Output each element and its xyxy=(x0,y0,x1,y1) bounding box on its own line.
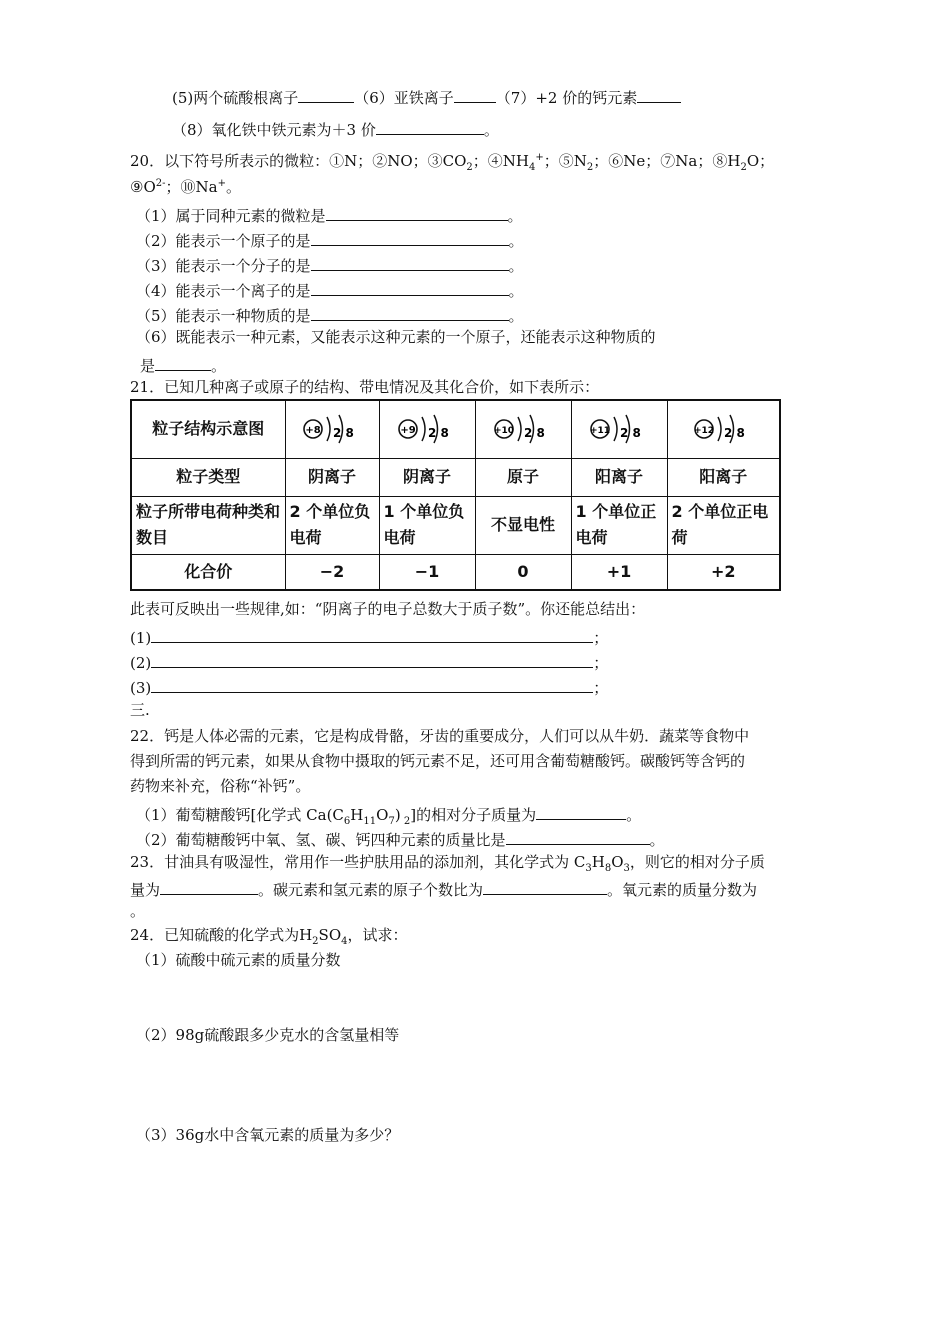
q22-text: O xyxy=(376,806,389,824)
shell-electrons: 2 8 xyxy=(333,426,354,441)
semicolon: ； xyxy=(593,654,609,672)
q20-item-2 xyxy=(136,231,524,249)
q22-text: ) xyxy=(394,806,401,824)
q23-text: 。氧元素的质量分数为 xyxy=(607,881,758,899)
sub-2: 2 xyxy=(466,162,473,173)
sub-4: 4 xyxy=(341,936,348,947)
shell-electrons: 2 8 xyxy=(620,426,641,441)
answer-label: (1) xyxy=(130,629,152,647)
q21-answer-3 xyxy=(130,678,608,696)
atom-diagram xyxy=(571,400,667,458)
q24-text: ，试求： xyxy=(347,926,408,944)
q20-item-text: （3）能表示一个分子的是 xyxy=(136,257,311,275)
row-header-valence: 化合价 xyxy=(131,554,285,590)
q20-item-text: （4）能表示一个离子的是 xyxy=(136,282,311,300)
period: 。 xyxy=(508,257,524,275)
q19-period: 。 xyxy=(483,121,499,139)
particle-charge: 2 个单位负电荷 xyxy=(285,496,379,554)
q24-item-2: （2）98g硫酸跟多少克水的含氢量相等 xyxy=(136,1026,400,1044)
particle-charge: 不显电性 xyxy=(475,496,571,554)
answer-label: (3) xyxy=(130,679,152,697)
sub-7: 7 xyxy=(388,816,395,827)
q19-line-1 xyxy=(172,88,681,106)
q23-text: 23．甘油具有吸湿性，常用作一些护肤用品的添加剂，其化学式为 C xyxy=(130,853,586,871)
particle-type: 阴离子 xyxy=(379,458,475,496)
sub-2: 2 xyxy=(740,162,747,173)
q20-item-5 xyxy=(136,306,524,324)
q23-text: 。碳元素和氢元素的原子个数比为 xyxy=(258,881,484,899)
q22-item-1 xyxy=(136,805,642,827)
q19-item8: （8）氧化铁中铁元素为＋3 价 xyxy=(172,121,376,139)
q21-answer-1 xyxy=(130,628,608,646)
q24-item-1: （1）硫酸中硫元素的质量分数 xyxy=(136,951,341,969)
particle-charge: 2 个单位正电荷 xyxy=(667,496,780,554)
period: 。 xyxy=(508,232,524,250)
semicolon: ； xyxy=(593,679,609,697)
sup-2minus: 2- xyxy=(155,178,166,189)
particle-type: 阴离子 xyxy=(285,458,379,496)
q23-line-3: 。 xyxy=(130,902,146,920)
answer-blank[interactable] xyxy=(151,628,593,643)
answer-blank[interactable] xyxy=(536,805,626,820)
particle-valence: −2 xyxy=(285,554,379,590)
q20-item-text: （5）能表示一种物质的是 xyxy=(136,307,311,325)
atom-diagram xyxy=(475,400,571,458)
q20-item-6 xyxy=(136,330,656,345)
nucleus-charge: +10 xyxy=(493,426,515,437)
particle-valence: −1 xyxy=(379,554,475,590)
q20-item-4 xyxy=(136,281,524,299)
answer-label: (2) xyxy=(130,654,152,672)
sub-3: 3 xyxy=(623,863,630,874)
q22-para-2: 得到所需的钙元素，如果从食物中摄取的钙元素不足，还可用含葡萄糖酸钙。碳酸钙等含钙的 xyxy=(130,752,746,770)
sub-8: 8 xyxy=(604,863,612,874)
particle-type: 阳离子 xyxy=(571,458,667,496)
shell-electrons: 2 8 xyxy=(724,426,746,441)
q22-para-1: 22．钙是人体必需的元素，它是构成骨骼，牙齿的重要成分，人们可以从牛奶．蔬菜等食物中 xyxy=(130,727,750,745)
q19-item5: (5)两个硫酸根离子 xyxy=(172,89,299,107)
particle-valence: 0 xyxy=(475,554,571,590)
q20-title-part: 。 xyxy=(225,178,241,196)
q22-text: H xyxy=(350,806,364,824)
sub-2: 2 xyxy=(312,936,319,947)
sup-plus: + xyxy=(217,178,226,189)
period: 。 xyxy=(508,282,524,300)
period: 。 xyxy=(507,207,523,225)
answer-blank[interactable] xyxy=(311,306,509,321)
q21-rule-intro: 此表可反映出一些规律,如：“阴离子的电子总数大于质子数”。你还能总结出： xyxy=(130,600,646,618)
period: 。 xyxy=(626,806,642,824)
particle-valence: +1 xyxy=(571,554,667,590)
sub-4: 4 xyxy=(529,162,536,173)
sub-6: 6 xyxy=(343,816,351,827)
q19-blank-8[interactable] xyxy=(376,120,484,135)
q24-text: 24．已知硫酸的化学式为H xyxy=(130,926,313,944)
atom-structure-icon xyxy=(688,411,758,447)
q22-text: ]的相对分子质量为 xyxy=(410,806,537,824)
q20-title-part: O； xyxy=(746,152,775,170)
q20-item-1 xyxy=(136,206,523,224)
q23-line-1 xyxy=(130,853,765,874)
q22-item-2 xyxy=(136,830,665,848)
shell-electrons: 2 8 xyxy=(524,426,545,441)
period: 。 xyxy=(508,307,524,325)
q22-text: （2）葡萄糖酸钙中氧、氢、碳、钙四种元素的质量比是 xyxy=(136,831,506,849)
q23-text: 量为 xyxy=(130,881,161,899)
answer-blank[interactable] xyxy=(311,256,509,271)
atom-diagram xyxy=(285,400,379,458)
q23-text: ，则它的相对分子质 xyxy=(629,853,765,871)
q22-text: （1）葡萄糖酸钙[化学式 Ca(C xyxy=(136,806,344,824)
q19-line-2 xyxy=(172,120,499,138)
q23-line-2 xyxy=(130,880,757,898)
q23-text: O xyxy=(611,853,624,871)
q21-answer-2 xyxy=(130,653,608,671)
q19-blank-5[interactable] xyxy=(298,88,354,103)
q19-blank-7[interactable] xyxy=(637,88,681,103)
answer-blank[interactable] xyxy=(506,830,650,845)
answer-blank[interactable] xyxy=(311,231,509,246)
q20-item-text: （2）能表示一个原子的是 xyxy=(136,232,311,250)
particle-charge: 1 个单位负电荷 xyxy=(379,496,475,554)
q21-title: 21．已知几种离子或原子的结构、带电情况及其化合价，如下表所示： xyxy=(130,378,600,396)
sub-2: 2 xyxy=(586,162,594,173)
q20-item-text: （6）既能表示一种元素，又能表示这种元素的一个原子，还能表示这种物质的 xyxy=(136,328,656,346)
particle-type: 原子 xyxy=(475,458,571,496)
answer-blank[interactable] xyxy=(326,206,508,221)
section-three: 三. xyxy=(130,701,150,719)
q24-title xyxy=(130,926,408,947)
q20-title-part: 20．以下符号所表示的微粒：①N；②NO；③CO xyxy=(130,152,467,170)
q24-text: SO xyxy=(318,926,342,944)
period: 。 xyxy=(211,357,227,375)
nucleus-charge: +11 xyxy=(589,426,611,437)
sub-3: 3 xyxy=(585,863,592,874)
answer-blank[interactable] xyxy=(160,880,258,895)
sub-2: 2 xyxy=(400,816,411,827)
answer-blank[interactable] xyxy=(155,356,211,371)
q20-item-text: 是 xyxy=(140,357,156,375)
answer-blank[interactable] xyxy=(483,880,607,895)
q20-title xyxy=(130,152,775,173)
q24-item-3: （3）36g水中含氧元素的质量为多少？ xyxy=(136,1126,400,1144)
row-header-charge: 粒子所带电荷种类和数目 xyxy=(131,496,285,554)
nucleus-charge: +8 xyxy=(305,425,321,437)
sub-11: 11 xyxy=(363,816,377,827)
particle-charge: 1 个单位正电荷 xyxy=(571,496,667,554)
answer-blank[interactable] xyxy=(151,678,593,693)
particle-valence: +2 xyxy=(667,554,780,590)
row-header-type: 粒子类型 xyxy=(131,458,285,496)
q19-item7: （7）+2 价的钙元素 xyxy=(495,89,638,107)
atom-structure-icon xyxy=(297,411,367,447)
answer-blank[interactable] xyxy=(311,281,509,296)
sup-plus: + xyxy=(535,152,544,163)
period: 。 xyxy=(649,831,665,849)
q20-item-3 xyxy=(136,256,524,274)
q20-title-part: ⑨O xyxy=(130,178,156,196)
q20-title-line2 xyxy=(130,180,241,195)
row-header-structure: 粒子结构示意图 xyxy=(131,400,285,458)
particle-table xyxy=(130,399,779,589)
q22-para-3: 药物来补充，俗称“补钙”。 xyxy=(130,777,311,795)
atom-structure-icon xyxy=(584,411,654,447)
atom-structure-icon xyxy=(392,411,462,447)
q20-title-part: ；⑥Ne；⑦Na；⑧H xyxy=(593,152,741,170)
semicolon: ； xyxy=(593,629,609,647)
nucleus-charge: +9 xyxy=(400,425,416,437)
q23-text: H xyxy=(591,853,605,871)
q19-blank-6[interactable] xyxy=(454,88,496,103)
atom-diagram xyxy=(379,400,475,458)
q19-item6: （6）亚铁离子 xyxy=(354,89,454,107)
q20-title-part: ；④NH xyxy=(472,152,530,170)
q20-item-6-cont xyxy=(140,356,226,374)
nucleus-charge: +12 xyxy=(694,426,715,437)
atom-diagram xyxy=(667,400,780,458)
atom-structure-icon xyxy=(488,411,558,447)
particle-type: 阳离子 xyxy=(667,458,780,496)
q20-item-text: （1）属于同种元素的微粒是 xyxy=(136,207,326,225)
shell-electrons: 2 8 xyxy=(428,426,449,441)
q20-title-part: ；⑩Na xyxy=(165,178,218,196)
q20-title-part: ；⑤N xyxy=(543,152,587,170)
answer-blank[interactable] xyxy=(151,653,593,668)
